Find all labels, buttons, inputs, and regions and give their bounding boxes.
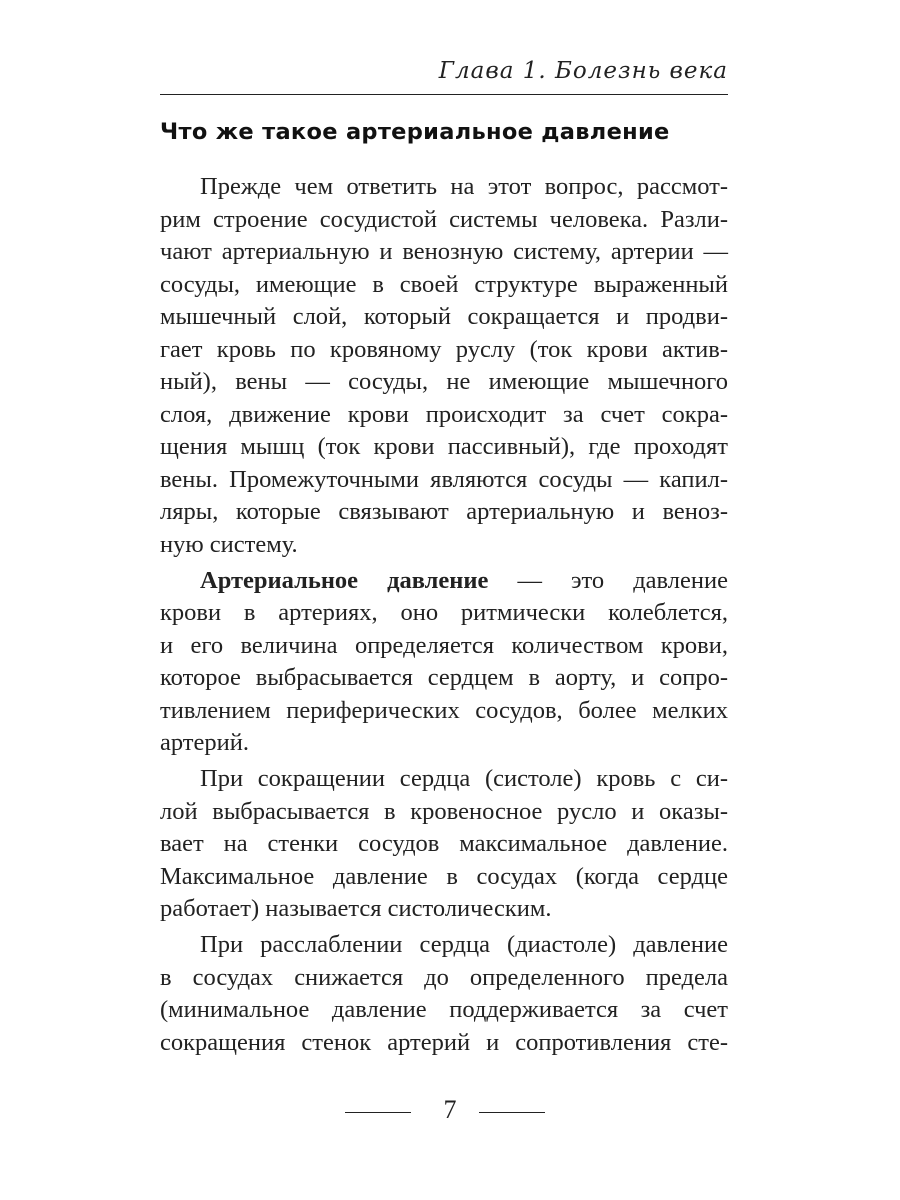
text-line: и его величина определяется количеством крови, — [160, 631, 728, 659]
text-line: ную систему. — [160, 530, 298, 558]
folio-dash-right — [479, 1112, 545, 1113]
text-line: работает) называется систолическим. — [160, 895, 552, 922]
text-line-rest: — это давление — [488, 566, 728, 594]
text-line: При расслаблении сердца (диастоле) давление — [200, 931, 728, 958]
paragraph-2 — [160, 565, 728, 760]
text-line: в сосудах снижается до определенного предела — [160, 963, 728, 991]
text-line: щения мышц (ток крови пассивный), где проходят — [160, 433, 728, 460]
text-line: крови в артериях, оно ритмически колеблется, — [160, 599, 728, 626]
text-line: Максимальное давление в сосудах (когда сердце — [160, 862, 728, 890]
text-line: которое выбрасывается сердцем в аорту, и сопро- — [160, 664, 728, 691]
text-line: артерий. — [160, 729, 249, 756]
text-line: ный), вены — сосуды, не имеющие мышечного — [160, 368, 728, 395]
text-line: мышечный слой, который сокращается и продви- — [160, 303, 728, 330]
header-rule — [160, 94, 728, 95]
text-line: сосуды, имеющие в своей структуре выраженный — [160, 270, 728, 298]
text-line: слоя, движение крови происходит за счет сокра- — [160, 400, 728, 428]
paragraph-4 — [160, 929, 728, 1059]
text-line: При сокращении сердца (систоле) кровь с си- — [200, 765, 728, 792]
text-line: гает кровь по кровяному руслу (ток крови актив- — [160, 335, 728, 363]
text-line: чают артериальную и венозную систему, артерии — — [160, 238, 728, 265]
text-line — [160, 565, 728, 598]
text-line: сокращения стенок артерий и сопротивления сте- — [160, 1028, 728, 1056]
defined-term: Артериальное давление — [200, 566, 489, 594]
body-text — [160, 171, 728, 1063]
text-line: рим строение сосудистой системы человека. Разли- — [160, 205, 728, 233]
page-number: 7 — [443, 1095, 457, 1124]
text-line: ляры, которые связывают артериальную и веноз- — [160, 498, 728, 525]
text-line: лой выбрасывается в кровеносное русло и оказы- — [160, 797, 728, 825]
text-line: вены. Промежуточными являются сосуды — капил- — [160, 465, 728, 493]
paragraph-1 — [160, 171, 728, 561]
text-line: тивлением периферических сосудов, более мелких — [160, 696, 728, 724]
text-line: вает на стенки сосудов максимальное давление. — [160, 830, 728, 857]
running-head: Глава 1. Болезнь века — [438, 58, 728, 84]
text-line: (минимальное давление поддерживается за счет — [160, 996, 728, 1023]
text-line: Прежде чем ответить на этот вопрос, рассмот- — [200, 173, 728, 200]
paragraph-3 — [160, 763, 728, 926]
section-heading: Что же такое артериальное давление — [160, 119, 670, 145]
